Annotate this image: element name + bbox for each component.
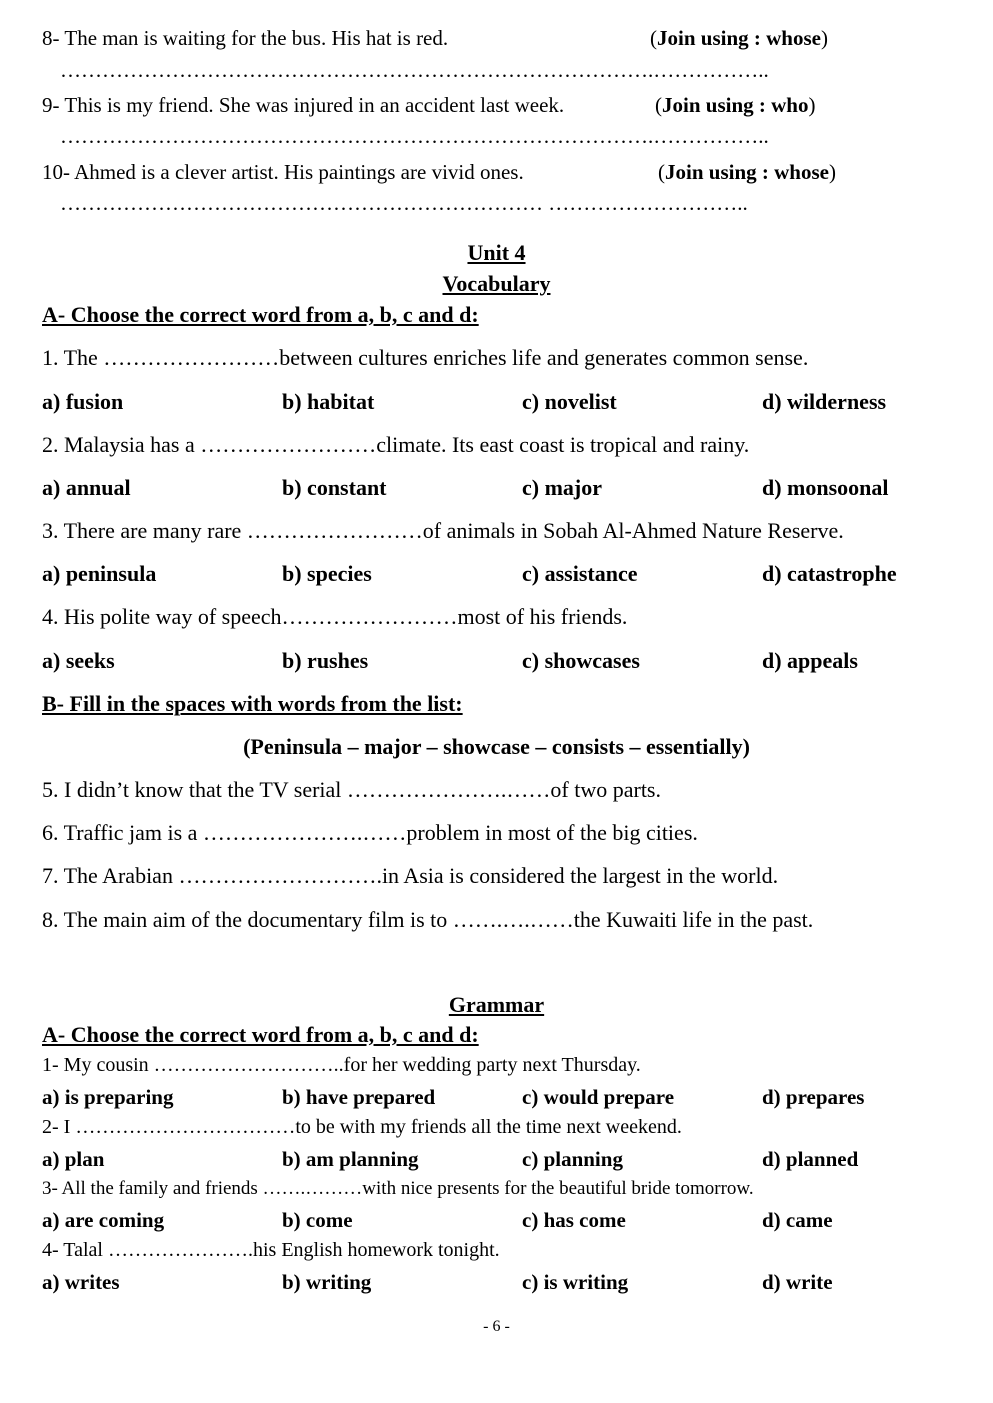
answer-dots-9: ………………………………………………………………………….…………….. bbox=[60, 124, 769, 148]
word-list: (Peninsula – major – showcase – consists – essentially) bbox=[243, 734, 750, 759]
option-d: d) prepares bbox=[762, 1085, 865, 1109]
grammar-question-3: 3- All the family and friends …….………with nice presents for the beautiful bride tomorrow. bbox=[42, 1178, 754, 1199]
option-c: c) novelist bbox=[522, 389, 617, 414]
option-c: c) would prepare bbox=[522, 1085, 675, 1109]
option-d: d) appeals bbox=[762, 648, 858, 673]
join-hint-text: Join using : who bbox=[662, 93, 809, 117]
option-c: c) is writing bbox=[522, 1270, 629, 1294]
answer-dots-8: ………………………………………………………………………….…………….. bbox=[60, 58, 769, 82]
option-b: b) am planning bbox=[282, 1147, 419, 1171]
join-hint-10: (Join using : whose) bbox=[658, 160, 836, 184]
page-number: - 6 - bbox=[483, 1318, 510, 1335]
vocab-question-1: 1. The ……………………between cultures enriches life and generates common sense. bbox=[42, 345, 809, 370]
vocab-question-2: 2. Malaysia has a ……………………climate. Its east coast is tropical and rainy. bbox=[42, 432, 750, 457]
join-sentence-text: 8- The man is waiting for the bus. His hat is red. bbox=[42, 26, 449, 50]
option-b: b) have prepared bbox=[282, 1085, 436, 1109]
option-c: c) has come bbox=[522, 1208, 626, 1232]
unit-title: Unit 4 bbox=[467, 240, 526, 265]
option-a: a) plan bbox=[42, 1147, 105, 1171]
fill-question-8: 8. The main aim of the documentary film is to …….….……the Kuwaiti life in the past. bbox=[42, 907, 814, 932]
option-d: d) monsoonal bbox=[762, 475, 889, 500]
option-a: a) peninsula bbox=[42, 561, 157, 586]
option-d: d) came bbox=[762, 1208, 833, 1232]
option-d: d) wilderness bbox=[762, 389, 887, 414]
option-b: b) habitat bbox=[282, 389, 375, 414]
option-c: c) showcases bbox=[522, 648, 640, 673]
grammar-section-a-heading: A- Choose the correct word from a, b, c and d: bbox=[42, 1022, 479, 1047]
join-hint-9: (Join using : who) bbox=[655, 93, 816, 117]
join-sentence-text: 10- Ahmed is a clever artist. His paintings are vivid ones. bbox=[42, 160, 524, 184]
fill-question-6: 6. Traffic jam is a ………………….……problem in most of the big cities. bbox=[42, 820, 698, 845]
option-a: a) are coming bbox=[42, 1208, 165, 1232]
join-hint-text: Join using : whose bbox=[665, 160, 829, 184]
grammar-question-1: 1- My cousin ………………………..for her wedding party next Thursday. bbox=[42, 1054, 641, 1076]
vocab-question-4: 4. His polite way of speech……………………most of his friends. bbox=[42, 604, 628, 629]
answer-dots-10: …………………………………………………………… ……………………….. bbox=[60, 191, 748, 215]
option-b: b) come bbox=[282, 1208, 353, 1232]
option-a: a) writes bbox=[42, 1270, 120, 1294]
vocab-section-a-heading: A- Choose the correct word from a, b, c and d: bbox=[42, 302, 479, 327]
option-b: b) species bbox=[282, 561, 372, 586]
fill-question-7: 7. The Arabian ……………………….in Asia is considered the largest in the world. bbox=[42, 863, 779, 888]
vocab-question-3: 3. There are many rare ……………………of animals in Sobah Al-Ahmed Nature Reserve. bbox=[42, 518, 844, 543]
join-sentence-8 bbox=[42, 26, 448, 51]
join-sentence-10 bbox=[42, 160, 524, 185]
option-b: b) constant bbox=[282, 475, 387, 500]
grammar-heading: Grammar bbox=[448, 992, 545, 1017]
option-b: b) writing bbox=[282, 1270, 372, 1294]
fill-question-5: 5. I didn’t know that the TV serial ………………….……of two parts. bbox=[42, 777, 661, 802]
grammar-question-4: 4- Talal ………………….his English homework tonight. bbox=[42, 1239, 500, 1261]
option-a: a) seeks bbox=[42, 648, 115, 673]
join-hint-text: Join using : whose bbox=[657, 26, 821, 50]
grammar-question-2: 2- I ……………………………to be with my friends all the time next weekend. bbox=[42, 1116, 682, 1138]
option-d: d) catastrophe bbox=[762, 561, 897, 586]
option-a: a) fusion bbox=[42, 389, 124, 414]
vocab-section-b-heading: B- Fill in the spaces with words from the list: bbox=[42, 691, 463, 716]
vocabulary-heading: Vocabulary bbox=[442, 271, 551, 296]
option-b: b) rushes bbox=[282, 648, 369, 673]
option-c: c) planning bbox=[522, 1147, 623, 1171]
option-a: a) is preparing bbox=[42, 1085, 174, 1109]
option-a: a) annual bbox=[42, 475, 131, 500]
option-c: c) major bbox=[522, 475, 603, 500]
join-hint-8: (Join using : whose) bbox=[650, 26, 828, 50]
option-d: d) planned bbox=[762, 1147, 859, 1171]
option-c: c) assistance bbox=[522, 561, 638, 586]
join-sentence-text: 9- This is my friend. She was injured in an accident last week. bbox=[42, 93, 565, 117]
join-sentence-9 bbox=[42, 93, 564, 118]
option-d: d) write bbox=[762, 1270, 833, 1294]
